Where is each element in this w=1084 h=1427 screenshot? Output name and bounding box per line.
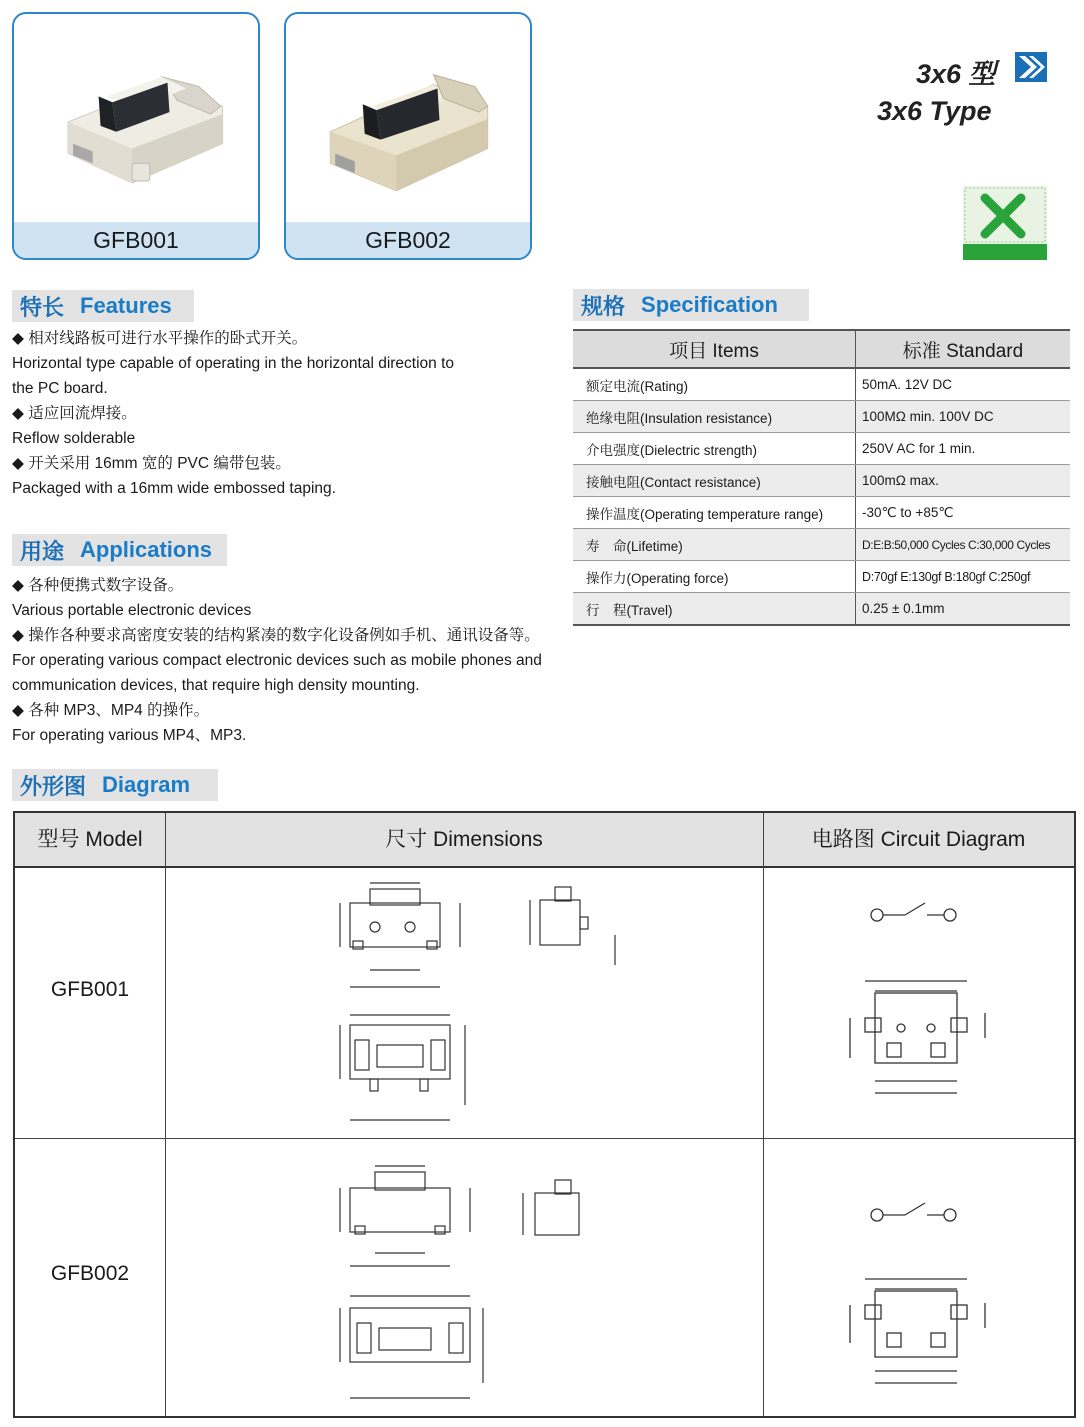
features-line: ◆ 开关采用 16mm 宽的 PVC 编带包装。 [12,455,291,472]
table-row [573,497,1070,529]
spec-value: 0.25 ± 0.1mm [856,593,1071,626]
product-card-gfb002 [284,12,532,260]
applications-line: ◆ 各种便携式数字设备。 [12,577,184,594]
applications-line: For operating various compact electronic devices such as mobile phones and [12,652,542,669]
product-label: GFB001 [14,222,258,258]
switch-photo [14,14,258,226]
applications-line: For operating various MP4、MP3. [12,727,247,744]
features-line: the PC board. [12,380,108,397]
model-gfb002: GFB002 [50,1262,130,1285]
diagram-table [13,811,1076,1418]
arrow-icon [1015,52,1047,82]
circuit-diagram-gfb002 [835,1193,1055,1413]
specification-title-cn: 规格 [581,294,626,320]
switch-photo [286,14,530,226]
spec-item: 接触电阻(Contact resistance) [573,465,856,497]
specification-header [573,289,809,321]
spec-value: 100MΩ min. 100V DC [856,401,1071,433]
applications-line: Various portable electronic devices [12,602,252,619]
dimension-drawing-gfb002 [315,1158,645,1413]
table-row [573,593,1070,626]
features-text [12,326,454,501]
diagram-title-cn: 外形图 [20,774,87,800]
spec-value: 250V AC for 1 min. [856,433,1071,465]
header-circuit: 电路图 Circuit Diagram [811,828,1026,851]
dimension-drawing-gfb001 [315,875,645,1135]
spec-header-items: 项目 Items [573,330,856,368]
features-line: Horizontal type capable of operating in the horizontal direction to [12,355,455,372]
table-row [573,401,1070,433]
type-title-en: 3x6 Type [877,96,992,126]
column-divider [165,813,166,1416]
applications-line: ◆ 操作各种要求高密度安装的结构紧凑的数字化设备例如手机、通讯设备等。 [12,627,540,644]
spec-item: 操作力(Operating force) [573,561,856,593]
spec-value: -30℃ to +85℃ [856,497,1071,529]
spec-item: 介电强度(Dielectric strength) [573,433,856,465]
product-card-gfb001 [12,12,260,260]
applications-line: ◆ 各种 MP3、MP4 的操作。 [12,702,210,719]
header-dimensions: 尺寸 Dimensions [385,828,543,851]
spec-value: D:70gf E:130gf B:180gf C:250gf [856,561,1071,593]
circuit-diagram-gfb001 [835,893,1055,1133]
applications-title-cn: 用途 [20,539,65,565]
column-divider [763,813,764,1416]
applications-line: communication devices, that require high density mounting. [12,677,420,694]
diagram-header [12,769,218,801]
diagram-title-en: Diagram [102,772,191,797]
spec-item: 寿 命(Lifetime) [573,529,856,561]
specification-table [573,329,1070,626]
applications-header [12,534,227,566]
spec-value: 50mA. 12V DC [856,368,1071,401]
features-line: ◆ 相对线路板可进行水平操作的卧式开关。 [12,330,308,347]
spec-item: 行 程(Travel) [573,593,856,626]
table-row [573,368,1070,401]
spec-item: 绝缘电阻(Insulation resistance) [573,401,856,433]
applications-text [12,573,542,748]
type-title-cn: 3x6 型 [916,59,996,89]
spec-header-standard: 标准 Standard [856,330,1071,368]
features-header [12,290,194,322]
row-divider [15,1138,1074,1139]
spec-item: 操作温度(Operating temperature range) [573,497,856,529]
applications-title-en: Applications [80,537,213,562]
header-model: 型号 Model [37,828,143,851]
features-title-cn: 特长 [20,295,65,321]
features-title-en: Features [80,293,172,318]
table-row [573,465,1070,497]
spec-value: 100mΩ max. [856,465,1071,497]
spec-item: 额定电流(Rating) [573,368,856,401]
lead-free-icon [963,186,1047,260]
table-row [573,433,1070,465]
features-line: Packaged with a 16mm wide embossed taping. [12,480,336,497]
specification-title-en: Specification [641,292,778,317]
table-row [573,529,1070,561]
features-line: Reflow solderable [12,430,136,447]
features-line: ◆ 适应回流焊接。 [12,405,137,422]
spec-value: D:E:B:50,000 Cycles C:30,000 Cycles [856,529,1071,561]
table-row [573,561,1070,593]
product-label: GFB002 [286,222,530,258]
model-gfb001: GFB001 [50,978,130,1001]
